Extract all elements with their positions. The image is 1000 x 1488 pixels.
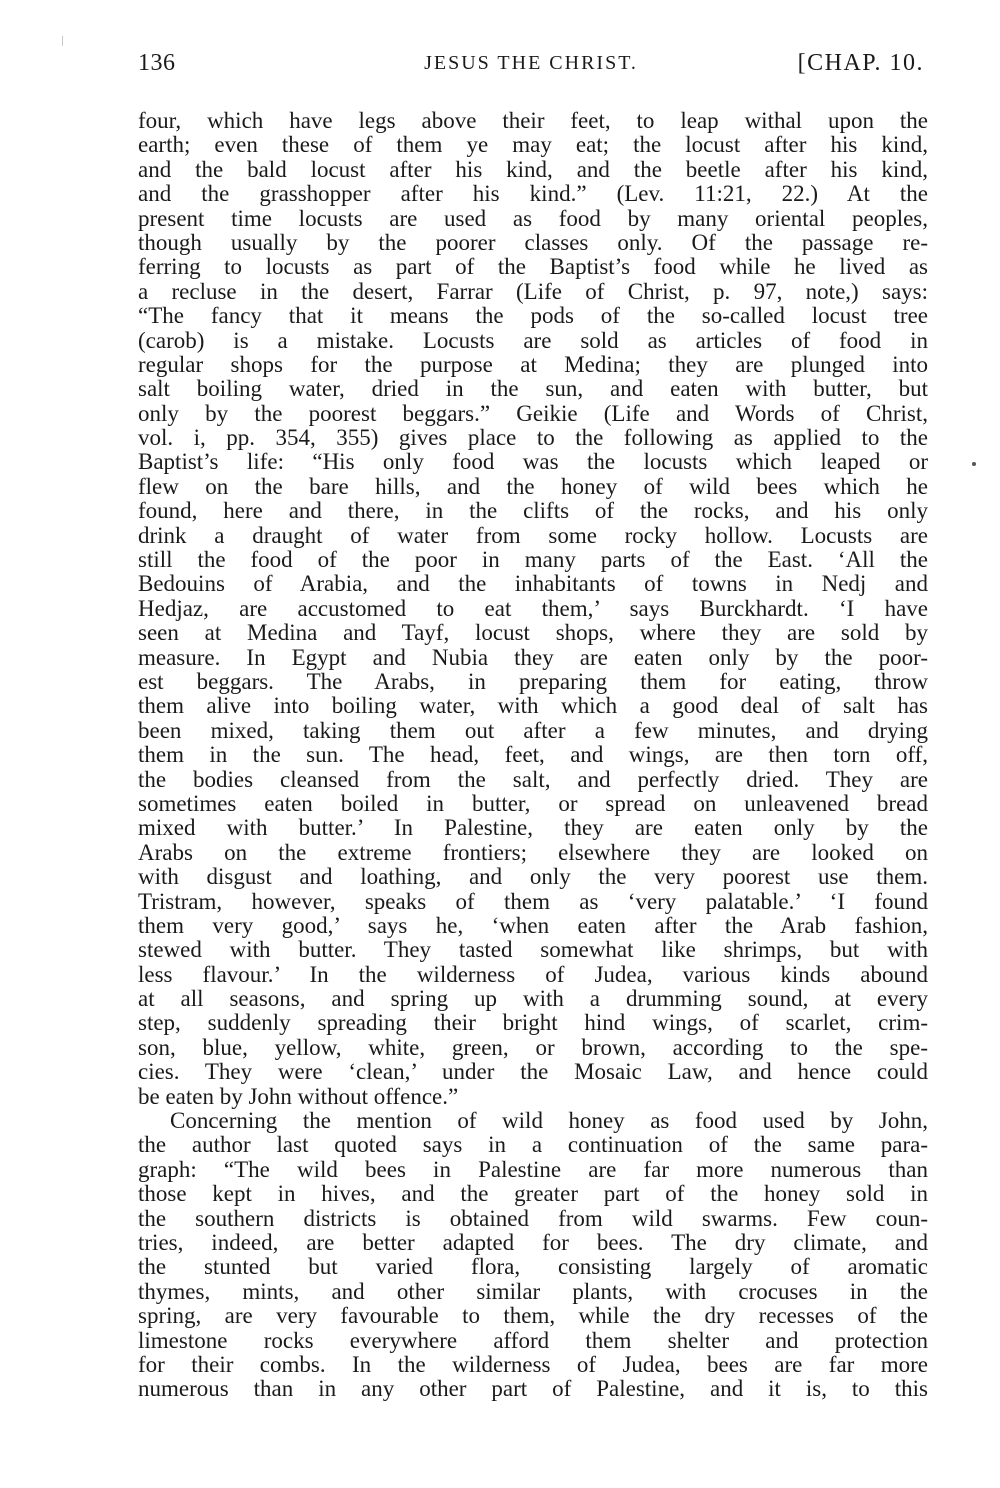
text-line: measure. In Egypt and Nubia they are eaten only by the poor-: [138, 645, 928, 670]
text-line: the stunted but varied flora, consisting largely of aromatic: [138, 1255, 928, 1280]
text-line: flew on the bare hills, and the honey of wild bees which he: [138, 474, 928, 499]
stray-ink-dot: [972, 462, 976, 466]
chapter-label: [CHAP. 10.: [797, 50, 924, 76]
text-line: them alive into boiling water, with which a good deal of salt has: [138, 694, 928, 719]
margin-fleck: [62, 36, 63, 46]
text-line: present time locusts are used as food by many oriental peoples,: [138, 206, 928, 231]
text-line: salt boiling water, dried in the sun, and eaten with butter, but: [138, 377, 928, 402]
text-line: graph: “The wild bees in Palestine are far more numerous than: [138, 1157, 928, 1182]
text-line: step, suddenly spreading their bright hind wings, of scarlet, crim-: [138, 1011, 928, 1036]
text-line: seen at Medina and Tayf, locust shops, where they are sold by: [138, 621, 928, 646]
text-line: mixed with butter.’ In Palestine, they are eaten only by the: [138, 816, 928, 841]
text-line: those kept in hives, and the greater part of the honey sold in: [138, 1182, 928, 1207]
text-line: vol. i, pp. 354, 355) gives place to the following as applied to the: [138, 426, 928, 451]
page-number: 136: [138, 50, 176, 76]
text-line: cies. They were ‘clean,’ under the Mosaic Law, and hence could: [138, 1060, 928, 1085]
text-line: thymes, mints, and other similar plants, with crocuses in the: [138, 1279, 928, 1304]
text-line: only by the poorest beggars.” Geikie (Life and Words of Christ,: [138, 401, 928, 426]
text-line: regular shops for the purpose at Medina; they are plunged into: [138, 352, 928, 377]
text-line: Baptist’s life: “His only food was the locusts which leaped or: [138, 450, 928, 475]
text-line: Arabs on the extreme frontiers; elsewhere they are looked on: [138, 840, 928, 865]
running-title: JESUS THE CHRIST.: [424, 52, 638, 74]
text-line: ferring to locusts as part of the Baptist’s food while he lived as: [138, 255, 928, 280]
text-line: at all seasons, and spring up with a drumming sound, at every: [138, 987, 928, 1012]
text-line: the southern districts is obtained from wild swarms. Few coun-: [138, 1206, 928, 1231]
text-line: four, which have legs above their feet, to leap withal upon the: [138, 109, 928, 133]
text-line: and the grasshopper after his kind.” (Lev. 11:21, 22.) At the: [138, 182, 928, 207]
text-line: numerous than in any other part of Palestine, and it is, to this: [138, 1377, 928, 1402]
body-text: [138, 109, 928, 1402]
text-line: them in the sun. The head, feet, and wings, are then torn off,: [138, 743, 928, 768]
text-line: Bedouins of Arabia, and the inhabitants of towns in Nedj and: [138, 572, 928, 597]
text-line: Hedjaz, are accustomed to eat them,’ says Burckhardt. ‘I have: [138, 596, 928, 621]
text-line: and the bald locust after his kind, and the beetle after his kind,: [138, 157, 928, 182]
text-line: son, blue, yellow, white, green, or brown, according to the spe-: [138, 1035, 928, 1060]
text-line: with disgust and loathing, and only the very poorest use them.: [138, 865, 928, 890]
text-line: less flavour.’ In the wilderness of Judea, various kinds abound: [138, 962, 928, 987]
text-line: earth; even these of them ye may eat; the locust after his kind,: [138, 133, 928, 158]
text-line: “The fancy that it means the pods of the so-called locust tree: [138, 304, 928, 329]
text-line: them very good,’ says he, ‘when eaten after the Arab fashion,: [138, 913, 928, 938]
text-line: Concerning the mention of wild honey as food used by John,: [170, 1109, 928, 1134]
text-line: tries, indeed, are better adapted for bees. The dry climate, and: [138, 1230, 928, 1255]
text-line: found, here and there, in the clifts of the rocks, and his only: [138, 499, 928, 524]
text-line: sometimes eaten boiled in butter, or spread on unleavened bread: [138, 791, 928, 816]
text-line: a recluse in the desert, Farrar (Life of Christ, p. 97, note,) says:: [138, 279, 928, 304]
text-line: limestone rocks everywhere afford them shelter and protection: [138, 1328, 928, 1353]
text-line: the bodies cleansed from the salt, and perfectly dried. They are: [138, 767, 928, 792]
text-line: spring, are very favourable to them, while the dry recesses of the: [138, 1304, 928, 1329]
running-head: [138, 50, 924, 84]
text-line: the author last quoted says in a continuation of the same para-: [138, 1133, 928, 1158]
text-line: Tristram, however, speaks of them as ‘very palatable.’ ‘I found: [138, 889, 928, 914]
text-line: stewed with butter. They tasted somewhat like shrimps, but with: [138, 938, 928, 963]
text-line: est beggars. The Arabs, in preparing them for eating, throw: [138, 669, 928, 694]
text-line: drink a draught of water from some rocky hollow. Locusts are: [138, 523, 928, 548]
text-line: though usually by the poorer classes only. Of the passage re-: [138, 230, 928, 255]
text-line: for their combs. In the wilderness of Judea, bees are far more: [138, 1352, 928, 1377]
text-line: be eaten by John without offence.”: [138, 1084, 459, 1109]
text-line: been mixed, taking them out after a few minutes, and drying: [138, 718, 928, 743]
text-line: (carob) is a mistake. Locusts are sold as articles of food in: [138, 328, 928, 353]
text-line: still the food of the poor in many parts of the East. ‘All the: [138, 548, 928, 573]
